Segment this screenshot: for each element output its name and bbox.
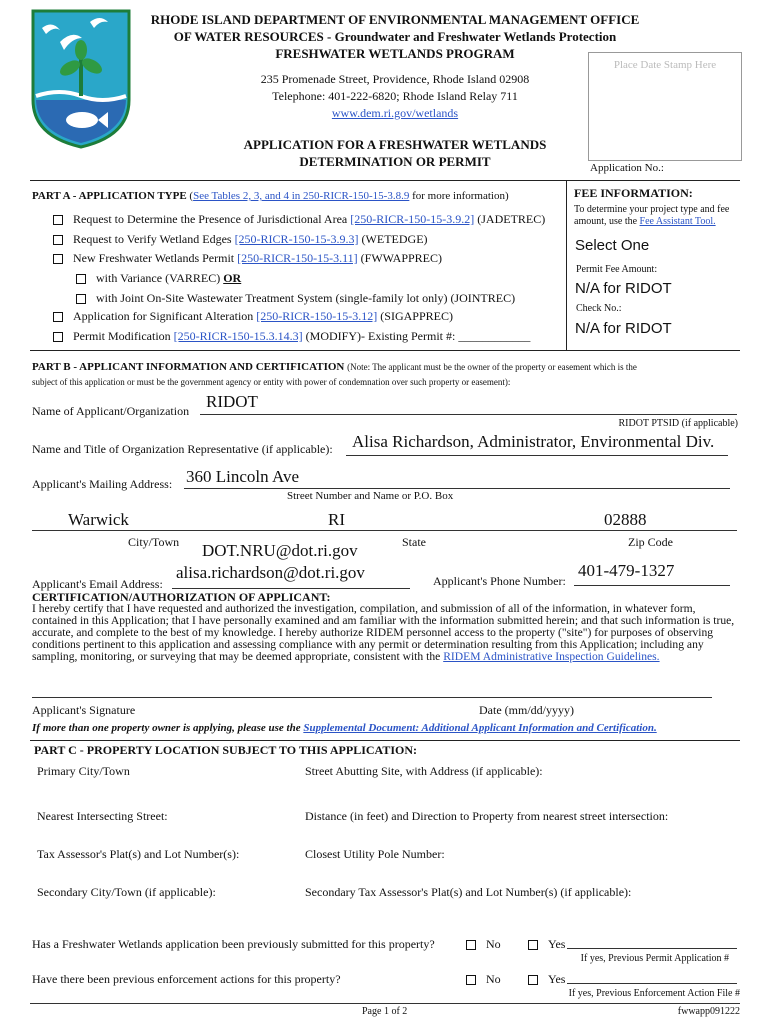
city-label: City/Town [128, 535, 180, 549]
checkbox[interactable] [53, 312, 63, 322]
checkbox[interactable] [466, 940, 476, 950]
q2-yes-option[interactable]: Yes [528, 972, 565, 987]
checkbox[interactable] [53, 332, 63, 342]
checkbox[interactable] [53, 215, 63, 225]
checkbox[interactable] [466, 975, 476, 985]
checkbox[interactable] [76, 274, 86, 284]
q2-sub-label: If yes, Previous Enforcement Action File # [568, 988, 740, 999]
option-fwwapprec[interactable]: New Freshwater Wetlands Permit [250-RICR-150-15-3.11] (FWWAPPREC) [53, 251, 442, 266]
primary-city-label: Primary City/Town [37, 764, 130, 778]
ptsid-label: RIDOT PTSID (if applicable) [618, 418, 738, 429]
header-address: 235 Promenade Street, Providence, Rhode Island 02908 [260, 72, 530, 86]
check-no-label: Check No.: [576, 303, 622, 314]
header-line-1: RHODE ISLAND DEPARTMENT OF ENVIRONMENTAL MANAGEMENT OFFICE [150, 12, 640, 27]
mailing-label: Applicant's Mailing Address: [32, 477, 173, 491]
application-title-1: APPLICATION FOR A FRESHWATER WETLANDS [243, 137, 547, 152]
q1-yes-option[interactable]: Yes [528, 937, 565, 952]
option-sigapprec[interactable]: Application for Significant Alteration [250-RICR-150-15-3.12] (SIGAPPREC) [53, 309, 453, 324]
certification-text: I hereby certify that I have requested and authorized the investigation, compilation, and submission of all of the information, in whatever form, contained in this Application; that I have personally examined and am familiar with the information submitted herein; and that such information is true, accurate, and complete to the best of my knowledge. I hereby authorize RIDEM personnel access to the property ("site") for purposes of observing conditions pertinent to this application and assessing compliance with any permit or determination resulting from this Application; including any sampling, monitoring, or surveying that may be deemed appropriate, consistent with the RIDEM Administrative Inspection Guidelines. [32, 602, 735, 663]
rep-label: Name and Title of Organization Representative (if applicable): [32, 442, 333, 456]
part-c-title: PART C - PROPERTY LOCATION SUBJECT TO THIS APPLICATION: [34, 743, 418, 757]
city-value[interactable]: Warwick [68, 510, 129, 529]
zip-label: Zip Code [628, 535, 673, 549]
part-a-title: PART A - APPLICATION TYPE (See Tables 2, 3, and 4 in 250-RICR-150-15-3.8.9 for more information) [32, 190, 509, 202]
page-number: Page 1 of 2 [362, 1006, 408, 1017]
header-phone: Telephone: 401-222-6820; Rhode Island Relay 711 [272, 89, 518, 103]
tables-link[interactable]: See Tables 2, 3, and 4 in 250-RICR-150-15-3.8.9 [193, 190, 410, 202]
mailing-value[interactable]: 360 Lincoln Ave [186, 467, 299, 486]
header-line-2: OF WATER RESOURCES - Groundwater and Freshwater Wetlands Protection [173, 29, 617, 44]
date-label: Date (mm/dd/yyyy) [479, 703, 574, 717]
q2-no-option[interactable]: No [466, 972, 501, 987]
state-value[interactable]: RI [328, 510, 345, 529]
date-stamp-placeholder: Place Date Stamp Here [613, 59, 717, 71]
checkbox[interactable] [76, 294, 86, 304]
check-no-value[interactable]: N/A for RIDOT [575, 320, 672, 337]
ridem-logo [30, 8, 132, 150]
option-jointrec[interactable]: with Joint On-Site Wastewater Treatment System (single-family lot only) (JOINTREC) [76, 291, 515, 306]
fee-desc-2: amount, use the Fee Assistant Tool. [574, 216, 716, 227]
phone-value[interactable]: 401-479-1327 [578, 561, 675, 580]
application-no-label: Application No.: [590, 162, 664, 174]
date-stamp-box [588, 52, 742, 161]
form-code: fwwapp091222 [677, 1006, 740, 1017]
certification-title: CERTIFICATION/AUTHORIZATION OF APPLICANT: [32, 590, 331, 604]
option-varrec[interactable]: with Variance (VARREC) OR [76, 271, 241, 286]
distance-label: Distance (in feet) and Direction to Property from nearest street intersection: [305, 809, 669, 823]
fee-assistant-link[interactable]: Fee Assistant Tool. [639, 216, 716, 227]
street-abutting-label: Street Abutting Site, with Address (if applicable): [305, 764, 543, 778]
checkbox[interactable] [528, 975, 538, 985]
rep-value[interactable]: Alisa Richardson, Administrator, Environmental Div. [352, 432, 715, 451]
permit-fee-value[interactable]: N/A for RIDOT [575, 280, 672, 297]
tax-assessor-label: Tax Assessor's Plat(s) and Lot Number(s): [37, 847, 240, 861]
name-label: Name of Applicant/Organization [32, 404, 190, 418]
q1-sub-label: If yes, Previous Permit Application # [580, 953, 729, 964]
checkbox[interactable] [53, 254, 63, 264]
multi-owner-note: If more than one property owner is applying, please use the Supplemental Document: Additional Applicant Information and Certification. [32, 722, 657, 734]
option-jadetrec[interactable]: Request to Determine the Presence of Jurisdictional Area [250-RICR-150-15-3.9.2] (JADETREC) [53, 212, 545, 227]
street-sublabel: Street Number and Name or P.O. Box [287, 490, 454, 502]
email-value-2[interactable]: alisa.richardson@dot.ri.gov [176, 563, 365, 582]
checkbox[interactable] [528, 940, 538, 950]
option-wetedge[interactable]: Request to Verify Wetland Edges [250-RICR-150-15-3.9.3] (WETEDGE) [53, 232, 428, 247]
question-enforcement: Have there been previous enforcement actions for this property? [32, 972, 341, 986]
signature-label: Applicant's Signature [32, 703, 136, 717]
email-value-1[interactable]: DOT.NRU@dot.ri.gov [202, 541, 358, 560]
inspection-guidelines-link[interactable]: RIDEM Administrative Inspection Guidelines. [443, 650, 660, 663]
part-b-note-2: subject of this application or must be the government agency or entity with power of condemnation over such property or easement): [32, 377, 511, 387]
permit-fee-label: Permit Fee Amount: [576, 264, 658, 275]
email-label: Applicant's Email Address: [32, 577, 163, 591]
header-website-link[interactable]: www.dem.ri.gov/wetlands [331, 106, 459, 120]
phone-label: Applicant's Phone Number: [433, 574, 566, 588]
secondary-city-label: Secondary City/Town (if applicable): [37, 885, 216, 899]
fee-select[interactable]: Select One [575, 237, 650, 254]
utility-pole-label: Closest Utility Pole Number: [305, 847, 445, 861]
fee-desc-1: To determine your project type and fee [574, 204, 730, 215]
application-title-2: DETERMINATION OR PERMIT [299, 154, 491, 169]
option-modify[interactable]: Permit Modification [250-RICR-150-15.3.14.3] (MODIFY)- Existing Permit #: ____________ [53, 329, 530, 344]
header-line-3: FRESHWATER WETLANDS PROGRAM [275, 46, 515, 61]
checkbox[interactable] [53, 235, 63, 245]
zip-value[interactable]: 02888 [604, 510, 647, 529]
nearest-street-label: Nearest Intersecting Street: [37, 809, 168, 823]
part-b-title: PART B - APPLICANT INFORMATION AND CERTIFICATION (Note: The applicant must be the owner of the property or easement which is the [32, 361, 637, 373]
question-previous-application: Has a Freshwater Wetlands application been previously submitted for this property? [32, 937, 435, 951]
state-label: State [402, 535, 426, 549]
supplemental-document-link[interactable]: Supplemental Document: Additional Applicant Information and Certification. [303, 722, 657, 734]
name-value[interactable]: RIDOT [206, 392, 258, 411]
fee-title: FEE INFORMATION: [574, 186, 693, 200]
q1-no-option[interactable]: No [466, 937, 501, 952]
secondary-tax-label: Secondary Tax Assessor's Plat(s) and Lot Number(s) (if applicable): [305, 885, 632, 899]
